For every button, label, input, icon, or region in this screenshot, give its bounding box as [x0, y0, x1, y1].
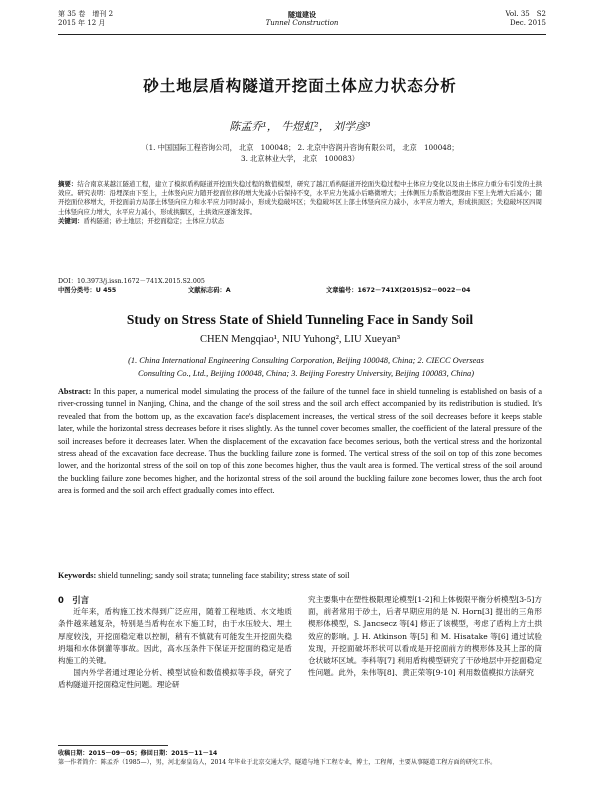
article-number: 文章编号：1672－741X(2015)S2－0022－04 — [326, 287, 471, 294]
article-identifiers — [58, 277, 542, 295]
english-keywords: Keywords: shield tunneling; sandy soil strata; tunneling face stability; stress state of soil — [58, 571, 350, 580]
chinese-abstract-text: 结合南京某越江隧道工程，建立了模拟盾构隧道开挖面失稳过程的数值模型，研究了越江盾构隧道开挖面失稳过程中土体应力变化以及由土体应力重分布引发的土拱效应。研究表明：沿埋深由下至上，土体竖向应力随开挖面位移的增大先减小后保持不变，水平应力先减小后略微增大；土体侧压力系数沿埋深由下至上先增大后减小；随开挖面位移增大，开挖面前方局部土体竖向应力和水平应力同时减小，形成失稳破坏区；失稳破坏区上部土体竖向应力减小，水平应力增大，形成拱顶区；失稳破坏区四周土体竖向应力增大，水平应力减小，形成拱脚区，土拱效应逐渐发挥。 — [58, 180, 543, 216]
footnote-divider — [58, 745, 168, 746]
chinese-title: 砂土地层盾构隧道开挖面土体应力状态分析 — [143, 77, 457, 95]
doi: DOI：10.3973/j.issn.1672－741X.2015.S2.005 — [58, 278, 205, 285]
chinese-affiliations: （1. 中国国际工程咨询公司， 北京 100048； 2. 北京中咨润升咨询有限公司， 北京 100048； 3. 北京林业大学， 北京 100083） — [141, 143, 459, 163]
chinese-abstract — [58, 180, 542, 226]
running-header — [58, 10, 546, 35]
header-issue: Vol. 35 S2 Dec. 2015 — [505, 10, 546, 27]
section-heading: 0 引言 — [58, 595, 89, 605]
footnote-author: 第一作者简介：陈孟乔（1985—），男，河北秦皇岛人，2014 年毕业于北京交通大学，隧道与地下工程专业，博士，工程师，主要从事隧道工程方面的研究工作。 — [58, 759, 497, 766]
document-code: 文献标志码：A — [188, 287, 231, 294]
english-authors: CHEN Mengqiao¹, NIU Yuhong², LIU Xueyan³ — [199, 334, 401, 345]
chinese-keywords: 关键词：盾构隧道；砂土地层；开挖面稳定；土体应力状态 — [58, 216, 225, 225]
footnote-received: 收稿日期：2015－09－05；修回日期：2015－11－14 — [58, 750, 218, 757]
body-paragraph: 究主要集中在塑性极限理论模型[1-2]和上体极限平衡分析模型[3-5]方面，前者常用于砂土，后者早期应用的是 N. Horn[3] 提出的三角形楔形体模型，S. Jancsecz 等[4] 修正了该模型，考虑了盾构上方土拱效应的影响。J. H. Atkinson 等[5] 和 M. Hisatake 等[6] 通过试验发现，开挖面破坏形状可以看成是开挖面前方的楔形体及其上部的筒仓状破坏区域。李科等[7] 利用盾构模型研究了干砂地层中开挖面稳定性问题。此外，朱伟等[8]、黄正荣等[9-10] 利用数值模拟方法研究 — [308, 595, 542, 678]
header-volume: 第 35 卷 增刊 2 2015 年 12 月 — [58, 10, 114, 27]
footnote — [58, 749, 542, 767]
body-paragraph: 近年来，盾构施工技术得到广泛应用，随着工程地质、水文地质条件越来越复杂，特别是当盾构在水下施工时，由于水压较大、埋土厚度较浅，开挖面稳定难以控制，稍有不慎就有可能发生开挖面失稳坍塌和水体倒灌等事故。因此，高水压条件下保证开挖面的稳定是盾构施工的关键。 — [58, 607, 292, 666]
clc-number: 中图分类号：U 455 — [58, 287, 117, 294]
chinese-abstract-label: 摘要： — [58, 180, 78, 188]
english-title: Study on Stress State of Shield Tunneling Face in Sandy Soil — [126, 312, 474, 327]
header-journal: 隧道建设 Tunnel Construction — [265, 10, 339, 27]
english-affiliations: (1. China International Engineering Consulting Corporation, Beijing 100048, China; 2. CIECC Overseas Consulting Co., Ltd., Beijing 100048, China; 3. Beijing Forestry University, Beijing 100083, China) — [128, 356, 484, 378]
body-paragraph: 国内外学者通过理论分析、模型试验和数值模拟等手段，研究了盾构隧道开挖面稳定性问题。理论研 — [58, 668, 292, 690]
english-abstract-text: In this paper, a numerical model simulating the process of the failure of the tunnel face in shield tunneling is established on basis of a river-crossing tunnel in Nanjing, China, and the change of the soil stress and the soil arch effect accompanied by its redistribution is studied. It's revealed that from the bottom up, as the excavation face's displacement increases, the vertical stress of the soil decreases before it keeps stable later, while the horizontal stress decreases before it rises slightly. As the tunnel cover becomes smaller, the coefficient of the lateral pressure of the soil increases before it decreases later. When the displacement of the excavation face becomes serious, both the vertical stress and the horizontal stress ahead of the excavation face decrease. Thus the buckling failure zone is formed. The vertical stress of the soil on top of this zone becomes lower, and the horizontal stress of the soil on top of this zone becomes higher, thus the vault area is formed. The vertical stress of the soil around the buckling failure zone becomes higher, and the horizontal stress of the soil around the buckling failure zone becomes lower, thus the arch foot area is formed and the soil arch effect gradually comes into effect. — [58, 387, 543, 496]
english-abstract — [58, 386, 542, 498]
body-column-right — [308, 594, 542, 679]
english-abstract-label: Abstract: — [58, 387, 92, 396]
chinese-authors: 陈孟乔¹， 牛煜虹²， 刘学彦³ — [229, 120, 371, 133]
body-column-left — [58, 594, 292, 692]
classification-row — [58, 286, 542, 295]
